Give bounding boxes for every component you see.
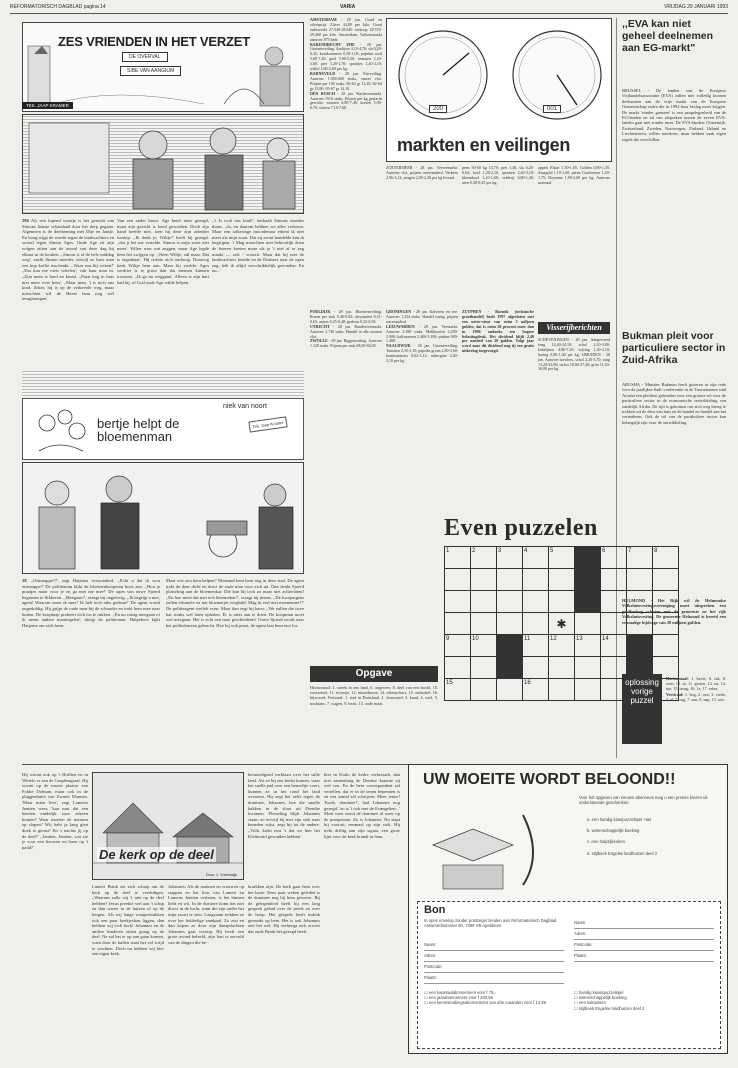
puzzle-star-icon: ✱ bbox=[549, 613, 575, 635]
puzzle-cell[interactable] bbox=[653, 613, 679, 635]
puzzle-cell[interactable] bbox=[497, 613, 523, 635]
comic2-text-a: 18. ,,Ontsnappe??', zegt Hatjema verwonderd. ,,Echt u dat ik wou ontsnappe?' De politieman kijkt de bloemenkoopman boos aan. ,,Hou je praatjes maar voor je en ga met me mee!' De ogen van ouwe Sjoerd beginnen te flikkeren. ,,Meegaan?', vraagt hij ongelovig. ,,Ik begrijp u niet, agent! Waarom moet ik mee? Ik heb toch niks gedaan?' De agent wordt ongeduldig. Hij grijpt de oude man bij de schouder en trekt hem mee naar buiten. De koopmap probeert zich los te rukken. ,,En nu rustig meegaan of ik neem andere maatregelen', dreigt de politieman. Hulpeloos kijkt Hatjema om zich heen. bbox=[22, 578, 160, 628]
puzzle-cell[interactable] bbox=[445, 635, 471, 657]
zutphen-head: ZUTPHEN bbox=[462, 310, 482, 314]
coupon-premie-3-label: een kaktussen bbox=[578, 1000, 606, 1006]
eva-text: BRUSSEL - De landen van de Europese Vrijhandelsassociatie (EVA) zullen niet volledig kunnen deelnemen aan de vrije markt van de Europese Gemeenschap zodra die in 1992 haar beslag moet krijgen. De markt 'zonder grenzen' is een aangelegenheid van de EG-landen en tal van afspraken tussen de zeven EVA-landen gaat niet zonder meer. De EVA-landen: Oostenrijk, Zwitserland, Zweden, Noorwegen, Finland, IJsland en Liechtenstein, willen meedoen, maar hebben vaak eigen regels die verschillen. bbox=[622, 88, 726, 142]
story-col-1: Hij woont ook op 't Hoffien en in Wittelo er aan de Graphengraaf. Hij woont op de mooie plaatse van Fokke Dolman, maar ook in de plaggenhutte van Zwarte Mannen. 'Maar mien leve', zegt Lamerts Jentien weer, 'kan mut dat een beetien eindelijk voor zekeen komen? Waar moeten de mensen op slapen? Wij hebt ja lang gien doek te gerust! En 's nachts jij op de deel?' ,,Jentien, Jentien, wat zie je voor een lieuwen en boen op 't padd?' bbox=[22, 772, 88, 850]
puzzle-cell[interactable] bbox=[601, 569, 627, 591]
markets-s1: - 28 jan. Goud en zilverprijs. Zilver 44,80 per kilo. Goud onbewerkt 27.040-28.640 verkoop 28.570-29.460 per kilo. Amsterdam, Varkensmarkt aanvoer 875 bedr. bbox=[310, 18, 382, 42]
puzzle-cell[interactable] bbox=[653, 591, 679, 613]
puzzle-cell[interactable] bbox=[445, 613, 471, 635]
coupon-option-1-label: een kwartaalabonnement voor f 75,- bbox=[428, 990, 496, 995]
coupon-options bbox=[424, 990, 564, 1006]
puzzle-num-2: 2 bbox=[472, 548, 476, 554]
puzzle-cell[interactable] bbox=[445, 547, 471, 569]
puzzle-cell[interactable] bbox=[497, 547, 523, 569]
contest-gift-d: d. stijlboek Engelse landhuizen deel 2 bbox=[587, 850, 658, 856]
visserij-text: SCHEVENINGEN - 28 jan. Aangevoerd tong 12,40-24,10; schol 2,10-3,80; kabeljauw 4,80-7,20; wijting 1,30-2,10; haring 0,80-1,40 per kg. IJMUIDEN - 28 jan. Aanvoer trawlers, schol 2,20-3,70; tong 13,20-23,90; tarbot 18,00-27,40; griet 11,50-16,80 per kg. bbox=[538, 338, 610, 372]
comic2-panel-2 bbox=[22, 462, 304, 574]
contest-gift-c: c. een hulpzijkeuken bbox=[587, 839, 625, 845]
puzzle-num-13: 13 bbox=[576, 636, 583, 642]
markets-s4: - 28 jan. Slachtveemarkt. Aanvoer 1910 stuks. Prijzen per kg geslacht gewicht: vaarzen 6,80-7,40; koeien 5,90-6,70; stieren 7,10-7,60. bbox=[310, 90, 382, 111]
puzzle-header bbox=[310, 515, 616, 545]
markets-cont-1: peen 50-60 kg 13,70; prei 1,40; sla 0,20-0,64; kool 1,20-2,10; spruiten 2,40-3,10; bloemkool 1,10-1,60; selderij 0,80-1,40; uien 0,30-0,45 per kg. bbox=[462, 166, 534, 185]
puzzle-num-9: 9 bbox=[446, 636, 450, 642]
puzzle-cell[interactable] bbox=[601, 635, 627, 657]
zutphen-body: - Roemik (technische groothandel) heeft 1997 afgesloten met een netto-winst van ruim 5 miljoen gulden, dat is ruim 20 procent meer dan in 1996 ondanks een hogere belastingdruk. Het dividend blijft 2,40 per aandeel van 20 gulden. Volgt jaar word naar dit dividend nog tij een gratis uitkering toegevoegd. bbox=[462, 310, 534, 354]
puzzle-cell[interactable] bbox=[523, 547, 549, 569]
coupon-premie-4-label: stijlboek Engelse landhuizen deel 2 bbox=[578, 1005, 645, 1011]
puzzle-cell[interactable] bbox=[549, 679, 575, 701]
puzzle-num-16: 16 bbox=[524, 680, 531, 686]
solution-v: 1. bog, 2. oen, 3. vrede, 4. el, 5. rug, 7. aan, 9. nap, 13. ave. bbox=[666, 691, 726, 702]
story-col-2: Lamert Brink zet zich schrap om de kerk op de deel te verdedigen. ,,Waarom zalle wij 't niet op de deel hebben? Jezus preekte wel aan 't schip en dan waren in de huizen of op de bergen. Als wij lange waagenstukken ook een paar koekjesban liggen, dan hebben wij toch kerk! Johannes en de andere kinderen zitten graag op de deel. Ne zal het er op aan gaan komen, want door de bulten staat het vol strijd te wachten. Doch nu hebben wij hier een eigen kerk. bbox=[92, 884, 164, 957]
story-illustration bbox=[92, 772, 244, 880]
puzzle-cell[interactable] bbox=[471, 679, 497, 701]
checkbox-icon: ☐ bbox=[424, 1000, 429, 1006]
checkbox-icon: ☐ bbox=[424, 990, 429, 995]
puzzle-block bbox=[575, 591, 601, 613]
bukman-text: ARUSHA - Minister Bukman heeft gisteren in zijn rede voor de jaarlijkse Sadc-conferentie in de Tanzaniaanse stad Arusha een pleidooi gehouden voor een grotere rol voor de particuliere sector in de economische ontwikkeling van zuidelijk Afrika. De tijd is gekomen om zich weg breug te trekken uit de deur van huis en de handel en handel aan het veranderen. Ook de rol van de partikuliere sector kan belangrijk zijn voor de ontwikkeling. bbox=[622, 382, 726, 425]
markets-s3: - 28 jan. Eierveiling. Aanvoer 1.050.000 stuks, omzet vlot. Prijzen per 100 stuks: 60-62 gr 13,20; 62-64 gr 13,80; 65-67 gr 14,10. bbox=[310, 70, 382, 91]
coupon-fields-left bbox=[424, 940, 564, 984]
puzzle-num-1: 1 bbox=[446, 548, 450, 554]
story-title: De kerk op de deel bbox=[99, 847, 214, 862]
puzzle-num-7: 7 bbox=[628, 548, 632, 554]
puzzle-cell[interactable] bbox=[549, 591, 575, 613]
puzzle-cell[interactable] bbox=[497, 679, 523, 701]
comic1-sketch bbox=[24, 24, 302, 110]
comic2-header-panel bbox=[22, 398, 304, 460]
markets-cont-3: ZOETERMEER - 28 jan. Vetveemarkt. Aanvoer vlot, prijzen onveranderd. Varkens 2,96-3,12; zeugen 2,05-2,30 per kg levend. bbox=[386, 166, 458, 180]
contest-gifts-sketch bbox=[423, 795, 573, 895]
solution-v-title: Verticaal: bbox=[666, 691, 684, 697]
puzzle-cell[interactable] bbox=[627, 613, 653, 635]
markets-s6: - 28 jan. Veemarkt. Aanvoer 2.390 stuks. Melkkoeien 2.200-2.900; kalfvaarzen 2.400-3.100; pinken 900-1.400. bbox=[386, 323, 458, 344]
puzzle-cell[interactable] bbox=[549, 657, 575, 679]
puzzle-cell[interactable] bbox=[523, 635, 549, 657]
puzzle-cell[interactable] bbox=[445, 657, 471, 679]
header-paper-page: REFORMATORISCH DAGBLAD pagina 14 bbox=[10, 4, 106, 10]
puzzle-cell[interactable] bbox=[653, 635, 679, 657]
markets-title: markten en veilingen bbox=[397, 135, 571, 155]
markets-s7: - 28 jan. Groenteveiling. Tomaten 2,35-3,10; paprika groen 2,80-3,60; komkommers 0,62-1,12; aubergine 2,40-3,10 per kg. bbox=[386, 343, 458, 364]
puzzle-cell[interactable] bbox=[523, 613, 549, 635]
puzzle-cell[interactable] bbox=[601, 591, 627, 613]
comic1-header-panel bbox=[22, 22, 304, 112]
markets-s8: - 28 jan. Bloemenveiling. Rozen per stuk 0,40-0,92; chrysanten 0,31-0,65; anjers 0,25-0,48; gerbera 0,32-0,58. bbox=[310, 310, 382, 324]
comic2-chapter: 18 bbox=[22, 578, 27, 583]
checkbox-icon: ☐ bbox=[574, 1005, 579, 1011]
puzzle-cell[interactable] bbox=[523, 591, 549, 613]
story-church-sketch bbox=[93, 773, 243, 879]
markets-banner bbox=[386, 18, 612, 162]
puzzle-cell[interactable] bbox=[471, 635, 497, 657]
markets-col-1 bbox=[310, 18, 382, 308]
contest-title: UW MOEITE WORDT BELOOND!! bbox=[423, 771, 676, 788]
markets-gauge-left: 200 bbox=[429, 105, 447, 113]
puzzle-cell[interactable] bbox=[549, 547, 575, 569]
comic2-panel-2-sketch bbox=[23, 463, 303, 573]
puzzle-solution bbox=[666, 676, 726, 746]
markets-s7-head: NAALDWIJK bbox=[386, 343, 411, 349]
markets-s9-head: UTRECHT bbox=[310, 323, 330, 329]
comic1-text-c: ,,'t Is toch ons kind!', herhaalt Simons moeder thans. ,,Ja, en daarom hebben we alles verloren. Maar een tafkeringe moordenaar erkent ik niet meer als mijn zoon. Dat zij zwart handelde kan ik begrijpen. 't Mag misschien niet behoorlijk doen de boeren koeien maar als je 't niet af te zeg maakt — ook - voorzit. Maar dat hij met de landwachters heulde en de Duitsers naar de ogen zag, heb ik altijd verschrikkelijk gevonden. En nu...' bbox=[212, 218, 304, 274]
solution-h: 1. bever, 6. lak, 8. oren, 10. ia, 11. gesien, 12. na, 14. nie, 15. terug, 16. 1e, 17. erker. bbox=[666, 676, 726, 692]
checkbox-icon: ☐ bbox=[574, 1000, 579, 1006]
header-rule bbox=[10, 13, 728, 14]
coupon-option-3[interactable] bbox=[424, 1000, 564, 1005]
puzzle-cell[interactable] bbox=[549, 635, 575, 657]
comic2-text-b: Maar wie zou hem helpen? Niemand kent hem nog in deze stad. De agent trekt de deur dicht en duwt de oude man voor zich uit. Dan denkt Sjoerd plotseling aan de bloemenkar. Die kan hij toch zo maar niet achterlaten! ,,En hoe moet dat met m'n bloemekar?', vraagt hij jmens. ,,De kwajongens zullen etfuniele en mn bloemetjes wegbale! Mag ik eerl niet meenenme??' De politieagent weifelt even. Maar dan zegt hij barsc ,,We zullen die twee kar straks wel laten ophalen. Er is niets aan te doen. De koopman moet wel meegaan. Het is echt een nare geschiedenis! Ouwe Sjoerd wordt naar het politiebureau gebracht. Hoe hij ook praat, de agent laat hem niet los. bbox=[166, 578, 304, 628]
puzzle-cell[interactable] bbox=[471, 547, 497, 569]
coupon-premie-2-label: wetenschappelijk boeking bbox=[578, 995, 627, 1001]
markets-s2: - 28 jan. Groenteveiling. Andijvie 4,10-4,70; sla 0,20-0,45; komkommers 0,58-1,05; paprika rood 5,60-7,20; geel 3,80-5,20; tomaten 2,10-3,60; prei 1,20-1,70; spruitjes 1,40-2,10; witlof 1,80-2,60 per kg. bbox=[310, 41, 382, 72]
comic1-artist: TEK. JAAP KRAMER bbox=[22, 102, 73, 109]
contest-gift-list bbox=[587, 817, 717, 856]
comic1-subtitle: DE OVERVAL bbox=[122, 52, 168, 62]
markets-col-3 bbox=[310, 310, 382, 510]
comic2-author: niek van noort bbox=[223, 403, 267, 410]
puzzle-cell[interactable] bbox=[471, 569, 497, 591]
coupon-field-city-2[interactable]: Plaats: bbox=[574, 951, 714, 962]
markets-s2-head: BARENDRECHT ZHE bbox=[310, 41, 355, 47]
story-col-3: bruikken zijn. De kerk gaat hem over het harte. Eens paar weken geleden is de dominee nog bij hem geweest. Bij de gelegenheid heeft hij een lang gesprek gehad over de preek en over de hoop. Het gesprek heeft indruk gemaakt op hem. Het is ook Johannes ziet het wel. Hij verheugt zich erover dat oude Brink het gezegd heeft. bbox=[248, 884, 320, 934]
markets-s3-head: BARNEVELD bbox=[310, 70, 336, 76]
story-author: Door J. Vreeswijk bbox=[206, 872, 237, 877]
helmond-text: HELMOND - Het Rijk wil de Helmondse Volkshuisvestingsvereniging moet uitspreken een geldbedrag schoten met de gemeente en het rijk Volkshuisvesting. De gemeente Helmond is bereid een eenmalige bijdrage van 28 miljoen gulden. bbox=[622, 598, 726, 625]
coupon-address: In open envelop zonder postzegel zenden aan Reformatorisch Dagblad, Antwoordnummer 60, 7300 VB Apeldoorn bbox=[424, 918, 558, 929]
contest-panel bbox=[408, 764, 728, 1054]
eva-title: ,,EVA kan niet geheel deelnemen aan EG-markt" bbox=[622, 18, 714, 54]
puzzle-cell[interactable] bbox=[497, 569, 523, 591]
puzzle-cell[interactable] bbox=[653, 569, 679, 591]
puzzle-title: Even puzzelen bbox=[444, 515, 598, 541]
puzzle-cell[interactable] bbox=[601, 547, 627, 569]
coupon-premies bbox=[574, 990, 714, 1011]
puzzle-num-8: 8 bbox=[654, 548, 658, 554]
puzzle-cell[interactable] bbox=[575, 679, 601, 701]
checkbox-icon: ☐ bbox=[574, 995, 579, 1001]
coupon-premie-1-label: handig kaasspuzzelspel bbox=[578, 990, 624, 995]
comic2-title: bertje helpt de bloemenman bbox=[97, 416, 180, 444]
puzzle-cell[interactable] bbox=[445, 569, 471, 591]
coupon-fields-right bbox=[574, 918, 714, 962]
comic2-artist: Tek. Jaap Kramer bbox=[248, 416, 287, 432]
comic1-author: SIBE VAN AANGIUM bbox=[120, 66, 181, 76]
puzzle-cell[interactable] bbox=[627, 547, 653, 569]
contest-coupon bbox=[417, 901, 721, 1049]
comic1-text-b: Van een ander hoort. Age heeft niets gezegd, maar zijn gezicht is koud geworden. Doch zijn hand beefde niet, toen hij deze zijn arbeider toeriep. ,,Ik denk je, Wiltje?' heeft hij gezegd. ,,dat ji het me vertelde. Simon is mijn zoon niet meer'. Wilter won wat zeggen, maar Age legde hem het zwijgen op. ,,Neen Wiltje, stil maar. Dat is eigenbaat'. Hij richtte zich omhoog. Donovig keek Wiltje hem aan. Maar hij voelde: Ages verdriet is te groot dan dat mensen kunnen troosten. ,,Ik ga nu weggaan'. Alleen is zijn hart bad bij, of God oude Age wilde helpen. bbox=[117, 218, 209, 285]
puzzle-cell[interactable] bbox=[471, 657, 497, 679]
checkbox-icon: ☐ bbox=[424, 995, 429, 1001]
puzzle-cell[interactable] bbox=[627, 591, 653, 613]
coupon-field-postcode-2[interactable]: Postcode: bbox=[574, 940, 714, 951]
comic1-chapter: 296 bbox=[22, 218, 29, 223]
puzzle-cell[interactable] bbox=[497, 591, 523, 613]
puzzle-cell[interactable] bbox=[523, 657, 549, 679]
contest-intro: Voor het opgeven van nieuwe abonnees mag u een premie kiezen uit onderstaande geschenken: bbox=[579, 795, 708, 806]
puzzle-block bbox=[575, 569, 601, 591]
story-col-6: Johannes: Als de mannen en vrouwen op stappen en het huis van Lamert en Lamerts Jentien verlaten, is het binnen lieht en wit. In de duistere komt het niet direct in de lucht, want die zijn onder het mijn zwart te zien. Langzaam trekken ze over het hobbelige zandpad. Zo zou en dan kopen ze door zijn dampslachten Johannes gaat voorop. Hij heeft een grote avond beleefd, zijn hart is vervuld van de dingen die be- bbox=[168, 884, 244, 945]
puzzle-num-15: 15 bbox=[446, 680, 453, 686]
puzzle-cell[interactable] bbox=[575, 657, 601, 679]
puzzle-cell[interactable] bbox=[601, 613, 627, 635]
puzzle-num-4: 4 bbox=[524, 548, 528, 554]
comic2-flowers-sketch bbox=[27, 405, 93, 457]
contest-gift-b: b. wetenschappelijk boeking bbox=[587, 828, 640, 834]
puzzle-cell[interactable] bbox=[445, 591, 471, 613]
comic2-divider bbox=[22, 370, 304, 396]
puzzle-cell[interactable] bbox=[523, 569, 549, 591]
puzzle-block bbox=[497, 657, 523, 679]
coupon-field-city[interactable]: Plaats: bbox=[424, 973, 564, 984]
comic2-text-a-body: ,,Ontsnappe??', zegt Hatjema verwonderd. ,,Echt u dat ik wou ontsnappe?' De politieman kijkt de bloemenkoopman boos aan. ,,Hou je praatjes maar voor je en ga met me mee!' De ogen van ouwe Sjoerd beginnen te flikkeren. ,,Meegaan?', vraagt hij ongelovig. ,,Ik begrijp u niet, agent! Waarom moet ik mee? Ik heb toch niks gedaan?' De agent wordt ongeduldig. Hij grijpt de oude man bij de schouder en trekt hem mee naar buiten. De koopmap probeert zich los te rukken. ,,En nu rustig meegaan of ik neem andere maatregelen', dreigt de politieman. Hulpeloos kijkt Hatjema om zich heen. bbox=[22, 578, 160, 628]
puzzle-num-10: 10 bbox=[472, 636, 479, 642]
comic1-text-a-body: Als een lopend vuurtje is het gerucht van Simons laatste schandaad door het dorp gegaan. Algemeen is de deelneming met Dije en Jantje. En hoog stijgt de woede tegen de landwachters en vooral tegen Simon Ages. Oude Age zit zijn volgen zitten aan de avond van deze dag bij elkaar in de keuken. ,,Simon is al de hele middag weg', zucht Simon moeder, terwijl ze haar man een kop koffie inschenkt. ,,Waar zou hij wezen?' ,,Dat kan me niets schelen', valt haar man in. ,,Zijn mem is hard en kinad. ,,Praat hog in huis niet meer over hem'. ,,Maar man, 't is toch ons kind. Zeker, hij is op de verkeerde weg, maar misschien wil de Heere hem nog wel terugbrengen'. bbox=[22, 218, 114, 302]
markets-s6-head: LEEUWARDEN bbox=[386, 323, 415, 329]
comic1-panel-2-sketch bbox=[23, 115, 303, 213]
puzzle-cell[interactable] bbox=[575, 635, 601, 657]
opgave-title: Opgave bbox=[310, 666, 438, 682]
puzzle-block bbox=[627, 635, 653, 657]
markets-s10-head: ZWOLLE bbox=[310, 338, 328, 344]
puzzle-cell[interactable] bbox=[627, 569, 653, 591]
markets-gauge-right: 001 bbox=[543, 105, 561, 113]
coupon-title: Bon bbox=[424, 904, 446, 916]
header-date: VRIJDAG 29 JANUARI 1993 bbox=[664, 4, 728, 10]
markets-gauges bbox=[391, 23, 609, 127]
coupon-option-2-label: een jaarabonnement voor f 260,55 bbox=[428, 995, 493, 1001]
puzzle-num-5: 5 bbox=[550, 548, 554, 554]
solution-h-title: Horizontaal: bbox=[666, 676, 689, 681]
puzzle-num-12: 12 bbox=[550, 636, 557, 642]
checkbox-icon: ☐ bbox=[574, 990, 579, 995]
comic1-panel-2 bbox=[22, 114, 304, 214]
visserij-title: Visserijberichten bbox=[538, 322, 610, 334]
markets-cont-2: appels Elstar 1,30-1,85; Golden 0,90-1,35; Jonagold 1,10-1,60; peren Conference 1,20-1,75; Doyenne 1,90-2,60 per kg. Aanvoer normaal. bbox=[538, 166, 610, 185]
coupon-field-address-2[interactable]: Adres: bbox=[574, 929, 714, 940]
puzzle-cell[interactable] bbox=[575, 613, 601, 635]
contest-gift-a: a. een handig kaaspuzzelspel +tas bbox=[587, 817, 652, 822]
puzzle-block bbox=[575, 547, 601, 569]
markets-s5-head: GRONINGEN bbox=[386, 310, 412, 314]
puzzle-num-6: 6 bbox=[602, 548, 606, 554]
opgave-text: Horizontaal: 1. streek in ons land, 6. ongeveer, 8. deel van een hoofd, 10. voorzetsel, 11. riviertje, 12. muzieknoot, 14. eikenschors, 15. omhulsel, 16. bijwoord. Verticaal: 1. stad in Duitsland, 2. slotwoord, 3. koud, 4. wiel, 5. nochtans, 7. wagen, 9. bezit, 13. oude maat. bbox=[310, 685, 438, 706]
story-col-4: hier in Kralo de kerke verbrasadt, dan niet zantenhuig de Drentse kraanie zij wel ven. En de heer correspondent zal vertellen, dat er in de tenen bepennen is en een aantal zal schrijven. Meer tenoe! 'Koek, dominee!', had Johannes nog gezegd, 'zo is 't ook met de Evangelien...' Moet toen stond de dominee al weer op de pompstraat. Zo is Johannes. Nu stapt hij vooruit, eenmaal op zijn stok. Hij trekt driftig aan zijn sigaar, een grote lijnt voor de kerk brandt in hem. bbox=[324, 772, 400, 839]
coupon-field-name[interactable]: Naam: bbox=[424, 940, 564, 951]
zutphen-text bbox=[462, 310, 534, 510]
coupon-field-postcode[interactable]: Postcode: bbox=[424, 962, 564, 973]
markets-col-2 bbox=[386, 310, 458, 510]
coupon-field-address[interactable]: Adres: bbox=[424, 951, 564, 962]
puzzle-block bbox=[497, 635, 523, 657]
puzzle-cell[interactable] bbox=[523, 679, 549, 701]
puzzle-cell[interactable] bbox=[653, 547, 679, 569]
puzzle-solution-label: oplossing vorige puzzel bbox=[622, 674, 662, 744]
puzzle-cell[interactable] bbox=[445, 679, 471, 701]
bukman-title: Bukman pleit voor particuliere sector in Zuid-Afrika bbox=[622, 330, 726, 366]
puzzle-cell[interactable] bbox=[471, 591, 497, 613]
markets-s1-head: AMSTERDAM bbox=[310, 18, 337, 22]
puzzle-cell[interactable] bbox=[471, 613, 497, 635]
puzzle-cell[interactable] bbox=[549, 569, 575, 591]
coupon-premie-4[interactable] bbox=[574, 1006, 714, 1011]
markets-s10: - 28 jan. Biggenveiling. Aanvoer 1.120 stuks. Prijzen per stuk 68,00-84,00. bbox=[310, 338, 382, 349]
puzzle-num-11: 11 bbox=[524, 636, 531, 642]
comic1-text-a bbox=[22, 218, 114, 336]
markets-s8-head: POELDIJK bbox=[310, 310, 331, 314]
header-section: VARIA bbox=[340, 4, 356, 10]
coupon-field-name-2[interactable]: Naam: bbox=[574, 918, 714, 929]
puzzle-num-14: 14 bbox=[602, 636, 609, 642]
markets-s9: - 28 jan. Runderveemarkt. Aanvoer 2.740 stuks. Handel in alle soorten vlot. bbox=[310, 323, 382, 339]
puzzle-num-3: 3 bbox=[498, 548, 502, 554]
markets-s4-head: DEN BOSCH bbox=[310, 90, 335, 96]
comic1-title: ZES VRIENDEN IN HET VERZET bbox=[58, 34, 250, 49]
markets-s5: - 28 jan. Kalveren en vee. Aanvoer 1.254 stuks. Handel rustig, prijzen onveranderd. bbox=[386, 310, 458, 324]
story-col-5: bemoedigend verklaart over het stille land. Als ze bij een boekt komen, waar het snelle pad over een heuveltje voert, kunnen ze in het rond het land overzien. Hij zegt het zelfs tegen de dominee, Jehannes, hoe die smalle hakken in de sloot uit Drenthe kwamen. Plotseling blijft Johannes staan; zo terwijl hij met zijn stok naar beneden wijst, zegt hij tot de andere. ,,Volk, kiekt nou 's dat we hier het Kleinrond gevonden hebben.' bbox=[248, 772, 320, 839]
coupon-option-3-label: een kennismakingsabonnement van drie maanden voor f 12,95 bbox=[428, 1000, 547, 1006]
